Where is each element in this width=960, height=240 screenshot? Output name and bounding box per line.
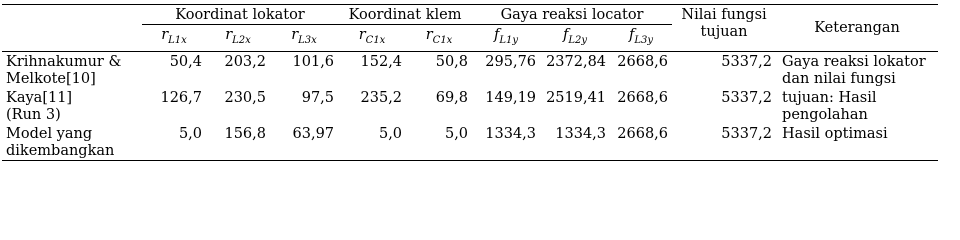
remark-line1: tujuan: Hasil (782, 89, 877, 106)
results-table (2, 4, 938, 161)
cell-value: 1334,3 (540, 124, 610, 161)
remark-line2: pengolahan (782, 106, 868, 123)
cell-value: 50,4 (169, 53, 202, 70)
subheader-f-l3y: $f_{L3y}$ (610, 25, 672, 52)
row-label-line2: Melkote[10] (6, 70, 96, 87)
row-label-line1: Krihnakumur & (6, 53, 122, 70)
subheader-r-l3x: $r_{L3x}$ (270, 25, 338, 52)
remark-line1: Hasil optimasi (782, 125, 888, 142)
subheader-r-l2x: $r_{L2x}$ (206, 25, 270, 52)
cell-value: 235,2 (360, 89, 403, 106)
cell-value: 2519,41 (546, 89, 607, 106)
row-label (2, 124, 142, 161)
header-locator-coordinates: Koordinat lokator (142, 5, 338, 25)
header-clamp-coordinates: Koordinat klem (338, 5, 472, 25)
cell-objective: 5337,2 (721, 89, 773, 106)
row-label (2, 51, 142, 88)
cell-objective: 5337,2 (721, 53, 773, 70)
cell-value: 149,19 (485, 89, 537, 106)
row-label-line2: dikembangkan (6, 142, 115, 159)
cell-value: 203,2 (224, 53, 266, 70)
row-label (2, 88, 142, 124)
table-row (2, 88, 938, 124)
subheader-r-c1x-a: $r_{C1x}$ (338, 25, 406, 52)
header-empty-cell (2, 25, 142, 52)
header-row-groups (2, 5, 938, 25)
header-objective (672, 5, 776, 52)
cell-value: 5,0 (142, 124, 206, 161)
cell-remark (776, 51, 938, 88)
cell-value: 1334,3 (472, 124, 540, 161)
header-empty-cell (2, 5, 142, 25)
cell-value: 97,5 (301, 89, 335, 106)
row-label-line1: Kaya[11] (6, 89, 73, 106)
cell-value: 295,76 (485, 53, 537, 70)
table-row (2, 124, 938, 161)
cell-value: 156,8 (206, 124, 270, 161)
row-label-line1: Model yang (6, 125, 93, 142)
cell-value: 5,0 (406, 124, 472, 161)
cell-value: 126,7 (160, 89, 202, 106)
remark-line1: Gaya reaksi lokator (782, 53, 926, 70)
cell-value: 2668,6 (617, 53, 669, 70)
header-objective-line2: tujuan (700, 24, 748, 40)
cell-remark (776, 88, 938, 124)
cell-value: 50,8 (435, 53, 469, 70)
cell-value: 2668,6 (610, 124, 672, 161)
subheader-f-l2y: $f_{L2y}$ (540, 25, 610, 52)
header-objective-line1: Nilai fungsi (681, 7, 767, 23)
cell-value: 2372,84 (546, 53, 607, 70)
cell-value: 230,5 (224, 89, 266, 106)
cell-value: 101,6 (292, 53, 335, 70)
remark-line2: dan nilai fungsi (782, 70, 896, 87)
subheader-r-l1x: $r_{L1x}$ (142, 25, 206, 52)
subheader-r-c1x-b: $r_{C1x}$ (406, 25, 472, 52)
cell-value: 152,4 (360, 53, 403, 70)
subheader-f-l1y: $f_{L1y}$ (472, 25, 540, 52)
table-row (2, 51, 938, 88)
header-reaction-forces: Gaya reaksi locator (472, 5, 672, 25)
cell-remark (776, 124, 938, 161)
cell-objective: 5337,2 (672, 124, 776, 161)
cell-value: 69,8 (435, 89, 469, 106)
cell-value: 5,0 (338, 124, 406, 161)
row-label-line2: (Run 3) (6, 106, 61, 123)
cell-value: 63,97 (270, 124, 338, 161)
header-remarks: Keterangan (776, 5, 938, 52)
cell-value: 2668,6 (617, 89, 669, 106)
